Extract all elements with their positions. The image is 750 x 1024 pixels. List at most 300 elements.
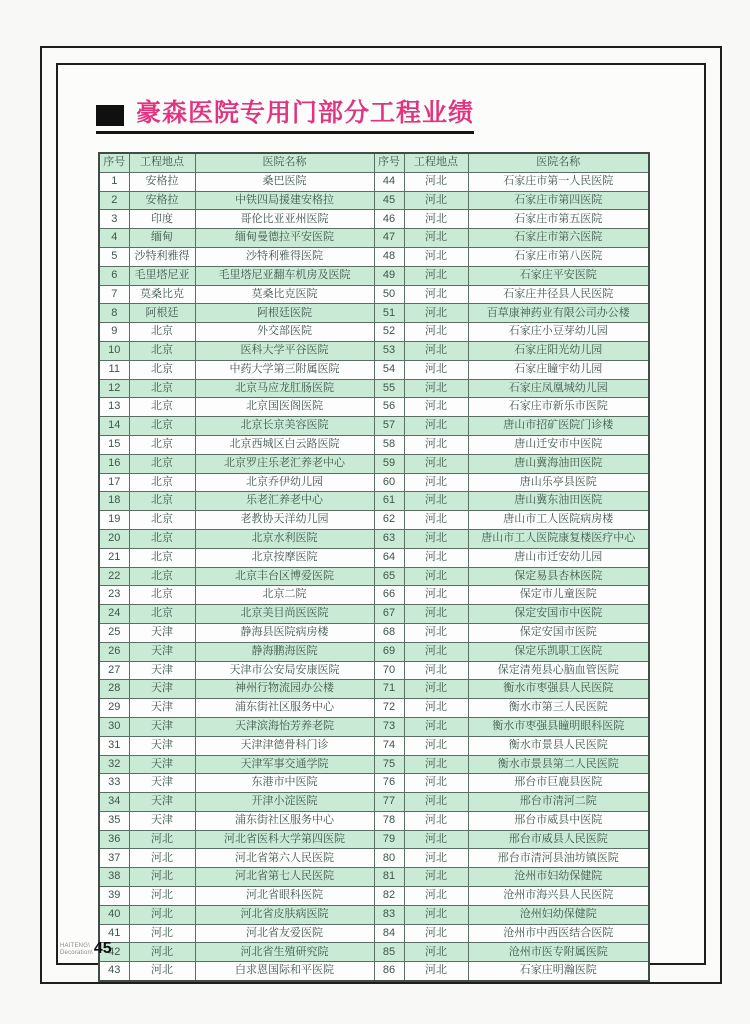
row-number: 79 (374, 830, 404, 849)
hospital-name: 石家庄市第五医院 (468, 210, 649, 229)
row-number: 40 (99, 905, 129, 924)
row-number: 73 (374, 717, 404, 736)
row-number: 26 (99, 642, 129, 661)
project-location: 河北 (129, 943, 195, 962)
project-location: 河北 (404, 755, 468, 774)
project-location: 印度 (129, 210, 195, 229)
hospital-name: 东港市中医院 (195, 774, 374, 793)
project-location: 北京 (129, 417, 195, 436)
hospital-name: 医科大学平谷医院 (195, 341, 374, 360)
hospital-name: 中铁四局援建安格拉 (195, 191, 374, 210)
project-location: 河北 (404, 736, 468, 755)
row-number: 41 (99, 924, 129, 943)
row-number: 17 (99, 473, 129, 492)
title-bullet-square (96, 105, 124, 126)
hospital-name: 沧州市中西医结合医院 (468, 924, 649, 943)
hospital-name: 神州行物流园办公楼 (195, 680, 374, 699)
project-location: 沙特利雅得 (129, 247, 195, 266)
row-number: 2 (99, 191, 129, 210)
project-location: 天津 (129, 811, 195, 830)
hospital-name: 保定易县杏林医院 (468, 567, 649, 586)
row-number: 47 (374, 229, 404, 248)
hospital-name: 北京水利医院 (195, 529, 374, 548)
table-row (99, 266, 649, 285)
row-number: 49 (374, 266, 404, 285)
project-location: 河北 (404, 285, 468, 304)
row-number: 14 (99, 417, 129, 436)
project-location: 北京 (129, 454, 195, 473)
row-number: 38 (99, 868, 129, 887)
row-number: 28 (99, 680, 129, 699)
row-number: 57 (374, 417, 404, 436)
project-location: 安格拉 (129, 172, 195, 191)
hospital-name: 衡水市枣强县人民医院 (468, 680, 649, 699)
row-number: 81 (374, 868, 404, 887)
table-row (99, 717, 649, 736)
row-number: 76 (374, 774, 404, 793)
row-number: 74 (374, 736, 404, 755)
header-hospital-name: 医院名称 (195, 153, 374, 172)
header-serial-number: 序号 (99, 153, 129, 172)
row-number: 22 (99, 567, 129, 586)
hospital-name: 浦东街社区服务中心 (195, 699, 374, 718)
row-number: 18 (99, 492, 129, 511)
project-location: 河北 (404, 473, 468, 492)
project-location: 河北 (129, 887, 195, 906)
project-location: 北京 (129, 492, 195, 511)
row-number: 65 (374, 567, 404, 586)
project-location: 河北 (404, 905, 468, 924)
project-location: 北京 (129, 379, 195, 398)
row-number: 51 (374, 304, 404, 323)
row-number: 19 (99, 511, 129, 530)
project-location: 河北 (404, 567, 468, 586)
project-location: 河北 (404, 435, 468, 454)
hospital-name: 河北省医科大学第四医院 (195, 830, 374, 849)
row-number: 6 (99, 266, 129, 285)
row-number: 80 (374, 849, 404, 868)
row-number: 67 (374, 605, 404, 624)
footer (60, 942, 112, 956)
hospital-name: 石家庄市第一人民医院 (468, 172, 649, 191)
row-number: 32 (99, 755, 129, 774)
row-number: 25 (99, 623, 129, 642)
hospital-name: 天津市公安局安康医院 (195, 661, 374, 680)
hospital-name: 邢台市威县中医院 (468, 811, 649, 830)
row-number: 1 (99, 172, 129, 191)
hospital-name: 开津小淀医院 (195, 793, 374, 812)
hospital-name: 河北省友爱医院 (195, 924, 374, 943)
hospital-name: 衡水市景县人民医院 (468, 736, 649, 755)
table-row (99, 473, 649, 492)
project-location: 北京 (129, 435, 195, 454)
project-location: 毛里塔尼亚 (129, 266, 195, 285)
hospital-name: 河北省第六人民医院 (195, 849, 374, 868)
project-location: 河北 (404, 548, 468, 567)
row-number: 21 (99, 548, 129, 567)
row-number: 10 (99, 341, 129, 360)
hospital-name: 中药大学第三附属医院 (195, 360, 374, 379)
table-row (99, 341, 649, 360)
table-row (99, 323, 649, 342)
project-location: 河北 (404, 172, 468, 191)
row-number: 43 (99, 962, 129, 981)
hospital-name: 老教协天洋幼儿园 (195, 511, 374, 530)
row-number: 58 (374, 435, 404, 454)
project-location: 北京 (129, 511, 195, 530)
row-number: 83 (374, 905, 404, 924)
hospital-name: 唐山市工人医院康复楼医疗中心 (468, 529, 649, 548)
hospital-name: 石家庄瞳宇幼儿园 (468, 360, 649, 379)
header-hospital-name: 医院名称 (468, 153, 649, 172)
hospital-name: 石家庄市新乐市医院 (468, 398, 649, 417)
table-row (99, 680, 649, 699)
hospital-name: 北京美目尚医医院 (195, 605, 374, 624)
logo-line-1: HAITENG\ (60, 942, 90, 949)
project-location: 河北 (404, 417, 468, 436)
project-location: 天津 (129, 793, 195, 812)
row-number: 13 (99, 398, 129, 417)
project-location: 河北 (404, 379, 468, 398)
row-number: 24 (99, 605, 129, 624)
project-location: 河北 (404, 661, 468, 680)
page-title: 豪森医院专用门部分工程业绩 (136, 99, 475, 127)
table-header (99, 153, 649, 172)
row-number: 46 (374, 210, 404, 229)
company-logo (60, 943, 93, 957)
row-number: 31 (99, 736, 129, 755)
hospital-name: 石家庄凤凰城幼儿园 (468, 379, 649, 398)
row-number: 7 (99, 285, 129, 304)
row-number: 34 (99, 793, 129, 812)
hospital-name: 石家庄阳光幼儿园 (468, 341, 649, 360)
project-location: 莫桑比克 (129, 285, 195, 304)
project-location: 河北 (129, 868, 195, 887)
hospital-name: 北京乔伊幼儿园 (195, 473, 374, 492)
project-location: 河北 (404, 924, 468, 943)
table-row (99, 529, 649, 548)
row-number: 63 (374, 529, 404, 548)
table-row (99, 661, 649, 680)
table-row (99, 811, 649, 830)
project-location: 阿根廷 (129, 304, 195, 323)
project-location: 河北 (404, 642, 468, 661)
table-row (99, 887, 649, 906)
table-row (99, 360, 649, 379)
row-number: 12 (99, 379, 129, 398)
projects-table (98, 152, 650, 982)
row-number: 30 (99, 717, 129, 736)
table-row (99, 699, 649, 718)
table-row (99, 924, 649, 943)
row-number: 68 (374, 623, 404, 642)
table-row (99, 849, 649, 868)
project-location: 河北 (404, 793, 468, 812)
row-number: 77 (374, 793, 404, 812)
project-location: 河北 (404, 849, 468, 868)
hospital-name: 河北省皮肤病医院 (195, 905, 374, 924)
hospital-name: 天津津德骨科门诊 (195, 736, 374, 755)
table-row (99, 379, 649, 398)
hospital-name: 衡水市枣强县瞳明眼科医院 (468, 717, 649, 736)
hospital-name: 石家庄平安医院 (468, 266, 649, 285)
table-row (99, 435, 649, 454)
row-number: 85 (374, 943, 404, 962)
row-number: 54 (374, 360, 404, 379)
row-number: 3 (99, 210, 129, 229)
row-number: 33 (99, 774, 129, 793)
row-number: 55 (374, 379, 404, 398)
hospital-name: 河北省第七人民医院 (195, 868, 374, 887)
row-number: 45 (374, 191, 404, 210)
project-location: 北京 (129, 341, 195, 360)
hospital-name: 天津滨海怡芳养老院 (195, 717, 374, 736)
table-row (99, 304, 649, 323)
row-number: 9 (99, 323, 129, 342)
hospital-name: 石家庄明瀚医院 (468, 962, 649, 981)
hospital-name: 北京国医阁医院 (195, 398, 374, 417)
project-location: 北京 (129, 529, 195, 548)
project-location: 天津 (129, 680, 195, 699)
hospital-name: 北京西城区白云路医院 (195, 435, 374, 454)
table-body (99, 172, 649, 981)
hospital-name: 北京马应龙肛肠医院 (195, 379, 374, 398)
hospital-name: 邢台市巨鹿县医院 (468, 774, 649, 793)
row-number: 37 (99, 849, 129, 868)
hospital-name: 哥伦比亚亚州医院 (195, 210, 374, 229)
table-row (99, 417, 649, 436)
hospital-name: 邢台市清河二院 (468, 793, 649, 812)
hospital-name: 静海县医院病房楼 (195, 623, 374, 642)
project-location: 天津 (129, 699, 195, 718)
row-number: 69 (374, 642, 404, 661)
project-location: 北京 (129, 567, 195, 586)
project-location: 河北 (404, 360, 468, 379)
project-location: 缅甸 (129, 229, 195, 248)
hospital-name: 乐老汇养老中心 (195, 492, 374, 511)
project-location: 天津 (129, 774, 195, 793)
project-location: 北京 (129, 360, 195, 379)
row-number: 75 (374, 755, 404, 774)
row-number: 59 (374, 454, 404, 473)
row-number: 42 (99, 943, 129, 962)
table-row (99, 548, 649, 567)
project-location: 河北 (129, 830, 195, 849)
page-title-block (96, 100, 474, 134)
table-row (99, 454, 649, 473)
hospital-name: 北京按摩医院 (195, 548, 374, 567)
project-location: 河北 (404, 454, 468, 473)
row-number: 27 (99, 661, 129, 680)
header-project-location: 工程地点 (404, 153, 468, 172)
hospital-name: 莫桑比克医院 (195, 285, 374, 304)
hospital-name: 衡水市景县第二人民医院 (468, 755, 649, 774)
hospital-name: 外交部医院 (195, 323, 374, 342)
hospital-name: 北京罗庄乐老汇养老中心 (195, 454, 374, 473)
project-location: 河北 (404, 699, 468, 718)
table-row (99, 623, 649, 642)
project-location: 河北 (404, 304, 468, 323)
table-row (99, 605, 649, 624)
project-location: 天津 (129, 623, 195, 642)
project-location: 河北 (404, 680, 468, 699)
project-location: 北京 (129, 473, 195, 492)
hospital-name: 保定市儿童医院 (468, 586, 649, 605)
hospital-name: 阿根廷医院 (195, 304, 374, 323)
project-location: 河北 (404, 717, 468, 736)
project-location: 安格拉 (129, 191, 195, 210)
hospital-name: 保定安国市医院 (468, 623, 649, 642)
row-number: 35 (99, 811, 129, 830)
row-number: 23 (99, 586, 129, 605)
hospital-name: 河北省眼科医院 (195, 887, 374, 906)
row-number: 16 (99, 454, 129, 473)
hospital-name: 石家庄井径县人民医院 (468, 285, 649, 304)
project-location: 河北 (404, 811, 468, 830)
hospital-name: 浦东街社区服务中心 (195, 811, 374, 830)
page-number: 45 (93, 940, 112, 957)
hospital-name: 缅甸曼德拉平安医院 (195, 229, 374, 248)
row-number: 78 (374, 811, 404, 830)
table-row (99, 962, 649, 981)
table-row (99, 172, 649, 191)
row-number: 84 (374, 924, 404, 943)
hospital-name: 唐山乐亭县医院 (468, 473, 649, 492)
project-location: 河北 (404, 323, 468, 342)
logo-line-2: Decoration\ (60, 949, 93, 956)
row-number: 50 (374, 285, 404, 304)
hospital-name: 唐山迁安市中医院 (468, 435, 649, 454)
header-serial-number: 序号 (374, 153, 404, 172)
project-location: 河北 (129, 924, 195, 943)
project-location: 河北 (404, 210, 468, 229)
row-number: 52 (374, 323, 404, 342)
hospital-name: 河北省生殖研究院 (195, 943, 374, 962)
row-number: 60 (374, 473, 404, 492)
project-location: 河北 (404, 529, 468, 548)
project-location: 北京 (129, 605, 195, 624)
table-row (99, 943, 649, 962)
row-number: 36 (99, 830, 129, 849)
hospital-name: 北京二院 (195, 586, 374, 605)
hospital-name: 邢台市威县人民医院 (468, 830, 649, 849)
table-row (99, 586, 649, 605)
hospital-name: 沙特利雅得医院 (195, 247, 374, 266)
hospital-name: 石家庄市第六医院 (468, 229, 649, 248)
project-location: 北京 (129, 586, 195, 605)
row-number: 86 (374, 962, 404, 981)
project-location: 河北 (404, 887, 468, 906)
hospital-name: 北京长京美容医院 (195, 417, 374, 436)
table-row (99, 398, 649, 417)
project-location: 河北 (404, 605, 468, 624)
hospital-name: 保定安国市中医院 (468, 605, 649, 624)
row-number: 53 (374, 341, 404, 360)
project-location: 北京 (129, 398, 195, 417)
project-location: 河北 (404, 868, 468, 887)
hospital-name: 毛里塔尼亚翻车机房及医院 (195, 266, 374, 285)
row-number: 62 (374, 511, 404, 530)
project-location: 北京 (129, 323, 195, 342)
table-row (99, 229, 649, 248)
project-location: 河北 (129, 962, 195, 981)
project-location: 河北 (404, 511, 468, 530)
project-location: 河北 (404, 774, 468, 793)
project-location: 河北 (404, 266, 468, 285)
table-row (99, 642, 649, 661)
project-location: 河北 (129, 905, 195, 924)
row-number: 44 (374, 172, 404, 191)
table-row (99, 191, 649, 210)
table-row (99, 774, 649, 793)
hospital-name: 百草康神药业有限公司办公楼 (468, 304, 649, 323)
hospital-name: 石家庄市第四医院 (468, 191, 649, 210)
table-row (99, 511, 649, 530)
table-row (99, 793, 649, 812)
table-row (99, 247, 649, 266)
row-number: 71 (374, 680, 404, 699)
table-row (99, 736, 649, 755)
project-location: 天津 (129, 661, 195, 680)
row-number: 29 (99, 699, 129, 718)
project-location: 天津 (129, 642, 195, 661)
hospital-name: 沧州市海兴县人民医院 (468, 887, 649, 906)
hospital-name: 唐山市招矿医院门诊楼 (468, 417, 649, 436)
table-row (99, 285, 649, 304)
hospital-name: 沧州市医专附属医院 (468, 943, 649, 962)
project-location: 天津 (129, 736, 195, 755)
hospital-name: 北京丰台区博爱医院 (195, 567, 374, 586)
project-location: 河北 (404, 943, 468, 962)
row-number: 70 (374, 661, 404, 680)
hospital-name: 唐山市迁安幼儿园 (468, 548, 649, 567)
hospital-name: 唐山冀海油田医院 (468, 454, 649, 473)
row-number: 4 (99, 229, 129, 248)
hospital-name: 邢台市清河县油坊镇医院 (468, 849, 649, 868)
project-location: 河北 (129, 849, 195, 868)
row-number: 56 (374, 398, 404, 417)
table-row (99, 492, 649, 511)
row-number: 72 (374, 699, 404, 718)
table-row (99, 567, 649, 586)
hospital-name: 桑巴医院 (195, 172, 374, 191)
hospital-name: 静海鹏海医院 (195, 642, 374, 661)
row-number: 15 (99, 435, 129, 454)
table-row (99, 755, 649, 774)
row-number: 39 (99, 887, 129, 906)
hospital-name: 沧州妇幼保健院 (468, 905, 649, 924)
hospital-name: 保定乐凯职工医院 (468, 642, 649, 661)
hospital-name: 石家庄市第八医院 (468, 247, 649, 266)
row-number: 82 (374, 887, 404, 906)
project-location: 北京 (129, 548, 195, 567)
project-location: 河北 (404, 492, 468, 511)
hospital-name: 白求恩国际和平医院 (195, 962, 374, 981)
hospital-name: 沧州市妇幼保健院 (468, 868, 649, 887)
hospital-name: 唐山冀东油田医院 (468, 492, 649, 511)
table-row (99, 830, 649, 849)
project-location: 河北 (404, 398, 468, 417)
project-location: 河北 (404, 191, 468, 210)
table-header-row (99, 153, 649, 172)
table-row (99, 905, 649, 924)
row-number: 11 (99, 360, 129, 379)
project-location: 天津 (129, 755, 195, 774)
hospital-name: 石家庄小豆芽幼儿园 (468, 323, 649, 342)
row-number: 8 (99, 304, 129, 323)
table-row (99, 210, 649, 229)
row-number: 48 (374, 247, 404, 266)
